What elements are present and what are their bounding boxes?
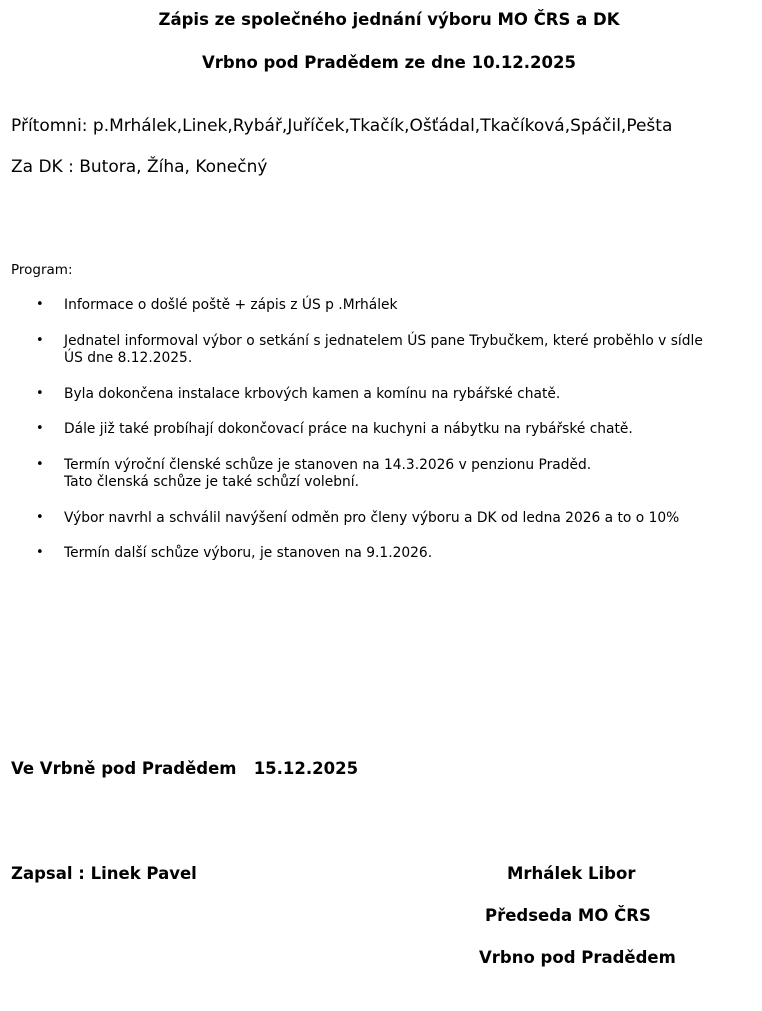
program-item-line: Informace o došlé poště + zápis z ÚS p .Mrhálek [64, 297, 398, 313]
bullet-icon: • [36, 297, 44, 312]
bullet-icon: • [36, 545, 44, 560]
program-item-line: Termín další schůze výboru, je stanoven na 9.1.2026. [64, 545, 433, 561]
program-item-text [64, 510, 679, 527]
signatory-place: Vrbno pod Pradědem [479, 948, 676, 967]
bullet-icon: • [36, 386, 44, 401]
program-item-line: Výbor navrhl a schválil navýšení odměn pro členy výboru a DK od ledna 2026 a to o 10% [64, 510, 680, 526]
signatory-role: Předseda MO ČRS [485, 906, 651, 925]
document-subtitle: Vrbno pod Pradědem ze dne 10.12.2025 [202, 53, 576, 72]
bullet-icon: • [36, 510, 44, 525]
document-title: Zápis ze společného jednání výboru MO ČRS a DK [158, 10, 620, 29]
program-item-line: Byla dokončena instalace krbových kamen a komínu na rybářské chatě. [64, 386, 561, 402]
program-item-text [64, 545, 432, 562]
program-label: Program: [11, 262, 73, 278]
program-item-line: Termín výroční členské schůze je stanoven na 14.3.2026 v penzionu Praděd. [64, 457, 592, 473]
program-item-line: Dále již také probíhají dokončovací práce na kuchyni a nábytku na rybářské chatě. [64, 421, 633, 437]
place-and-date: Ve Vrbně pod Pradědem 15.12.2025 [11, 759, 359, 778]
bullet-icon: • [36, 421, 44, 436]
program-item-text [64, 386, 560, 403]
program-item-line: ÚS dne 8.12.2025. [64, 350, 193, 366]
bullet-icon: • [36, 333, 44, 348]
attendees-line: Přítomni: p.Mrhálek,Linek,Rybář,Juříček,Tkačík,Ošťádal,Tkačíková,Spáčil,Pešta [11, 116, 673, 136]
program-item-line: Jednatel informoval výbor o setkání s jednatelem ÚS pane Trybučkem, které proběhlo v sídle [64, 333, 703, 349]
recorded-by: Zapsal : Linek Pavel [11, 864, 197, 883]
dk-attendees-line: Za DK : Butora, Žíha, Konečný [11, 157, 268, 177]
program-item-text [64, 297, 398, 314]
program-item-text [64, 333, 703, 367]
program-item-text [64, 457, 591, 491]
bullet-icon: • [36, 457, 44, 472]
program-item-text [64, 421, 633, 438]
program-item-line: Tato členská schůze je také schůzí volební. [64, 474, 359, 490]
signatory-name: Mrhálek Libor [507, 864, 636, 883]
